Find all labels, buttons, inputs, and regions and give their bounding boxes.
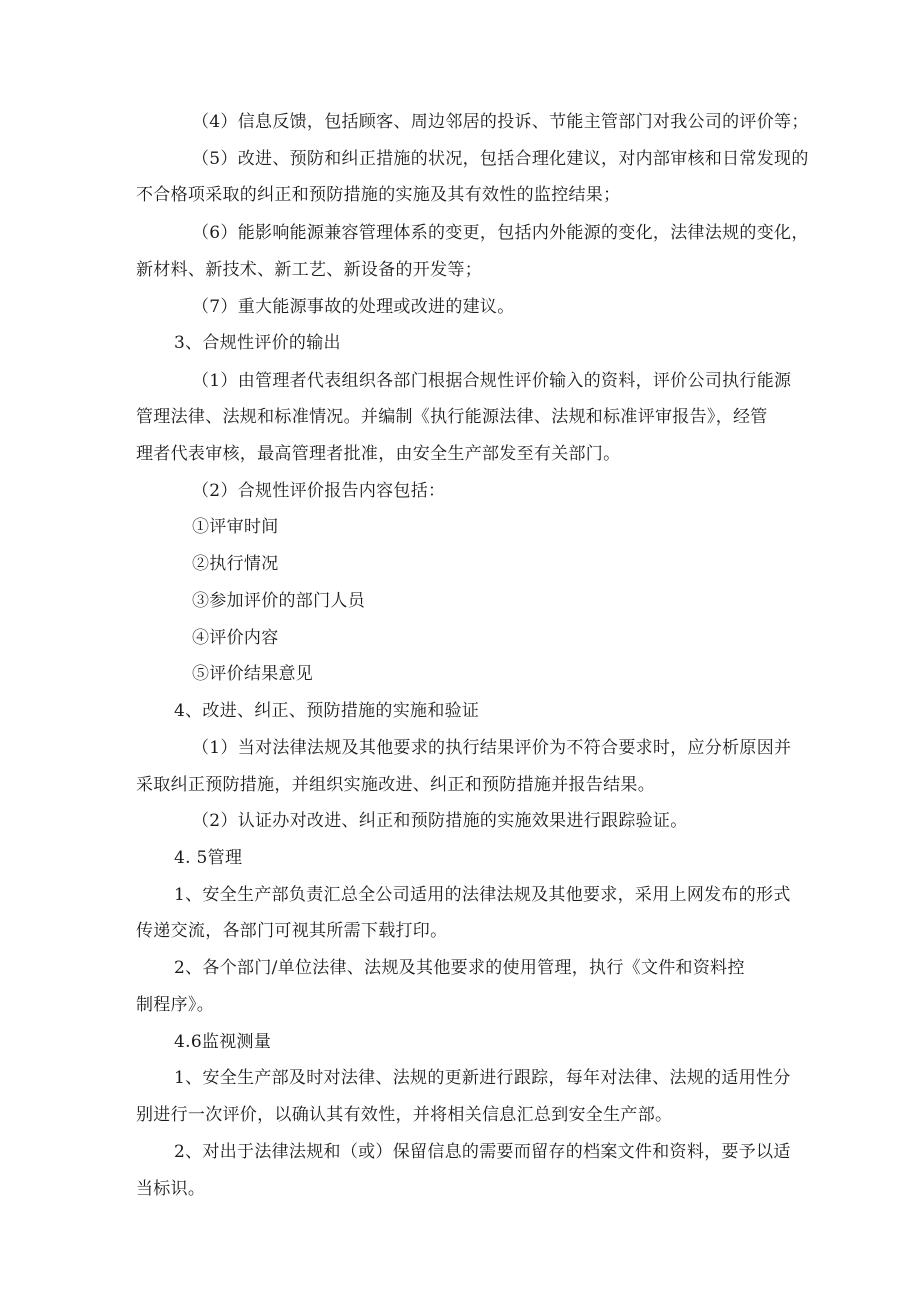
report-content-participants: ③参加评价的部门人员	[192, 591, 365, 611]
corrective-item-1: （1）当对法律法规及其他要求的执行结果评价为不符合要求时，应分析原因并	[192, 738, 792, 758]
monitoring-item-2-continued: 当标识。	[136, 1179, 206, 1199]
section-heading-4-5-management: 4. 5管理	[174, 848, 243, 868]
section-heading-4-6-monitoring: 4.6监视测量	[174, 1032, 272, 1052]
feedback-item-4: （4）信息反馈，包括顾客、周边邻居的投诉、节能主管部门对我公司的评价等；	[192, 112, 809, 132]
monitoring-item-1-continued: 别进行一次评价，以确认其有效性，并将相关信息汇总到安全生产部。	[136, 1105, 673, 1125]
management-item-2: 2、各个部门/单位法律、法规及其他要求的使用管理，执行《文件和资料控	[174, 958, 745, 978]
report-content-execution: ②执行情况	[192, 554, 279, 574]
report-contents-item-2: （2）合规性评价报告内容包括：	[192, 481, 446, 501]
management-item-1: 1、安全生产部负责汇总全公司适用的法律法规及其他要求，采用上网发布的形式	[174, 885, 791, 905]
change-item-6-continued: 新材料、新技术、新工艺、新设备的开发等；	[136, 260, 482, 280]
section-heading-compliance-output: 3、合规性评价的输出	[174, 333, 341, 353]
output-item-1-continued-2: 理者代表审核，最高管理者批准，由安全生产部发至有关部门。	[136, 444, 621, 464]
incident-item-7: （7）重大能源事故的处理或改进的建议。	[192, 297, 515, 317]
change-item-6: （6）能影响能源兼容管理体系的变更，包括内外能源的变化，法律法规的变化，	[192, 223, 809, 243]
output-item-1: （1）由管理者代表组织各部门根据合规性评价输入的资料，评价公司执行能源	[192, 371, 792, 391]
monitoring-item-1: 1、安全生产部及时对法律、法规的更新进行跟踪，每年对法律、法规的适用性分	[174, 1068, 791, 1088]
corrective-item-2: （2）认证办对改进、纠正和预防措施的实施效果进行跟踪验证。	[192, 811, 688, 831]
improvement-item-5-continued: 不合格项采取的纠正和预防措施的实施及其有效性的监控结果；	[136, 185, 621, 205]
output-item-1-continued: 管理法律、法规和标准情况。并编制《执行能源法律、法规和标准评审报告》，经管	[136, 407, 768, 427]
monitoring-item-2: 2、对出于法律法规和（或）保留信息的需要而留存的档案文件和资料，要予以适	[174, 1142, 791, 1162]
report-content-result-opinion: ⑤评价结果意见	[192, 664, 314, 684]
management-item-2-continued: 制程序》。	[136, 995, 214, 1015]
improvement-item-5: （5）改进、预防和纠正措施的状况，包括合理化建议，对内部审核和日常发现的	[192, 149, 809, 169]
report-content-review-time: ①评审时间	[192, 517, 279, 537]
section-heading-corrective-actions: 4、改进、纠正、预防措施的实施和验证	[174, 701, 480, 721]
report-content-evaluation: ④评价内容	[192, 628, 279, 648]
management-item-1-continued: 传递交流，各部门可视其所需下载打印。	[136, 921, 448, 941]
corrective-item-1-continued: 采取纠正预防措施，并组织实施改进、纠正和预防措施并报告结果。	[136, 775, 655, 795]
